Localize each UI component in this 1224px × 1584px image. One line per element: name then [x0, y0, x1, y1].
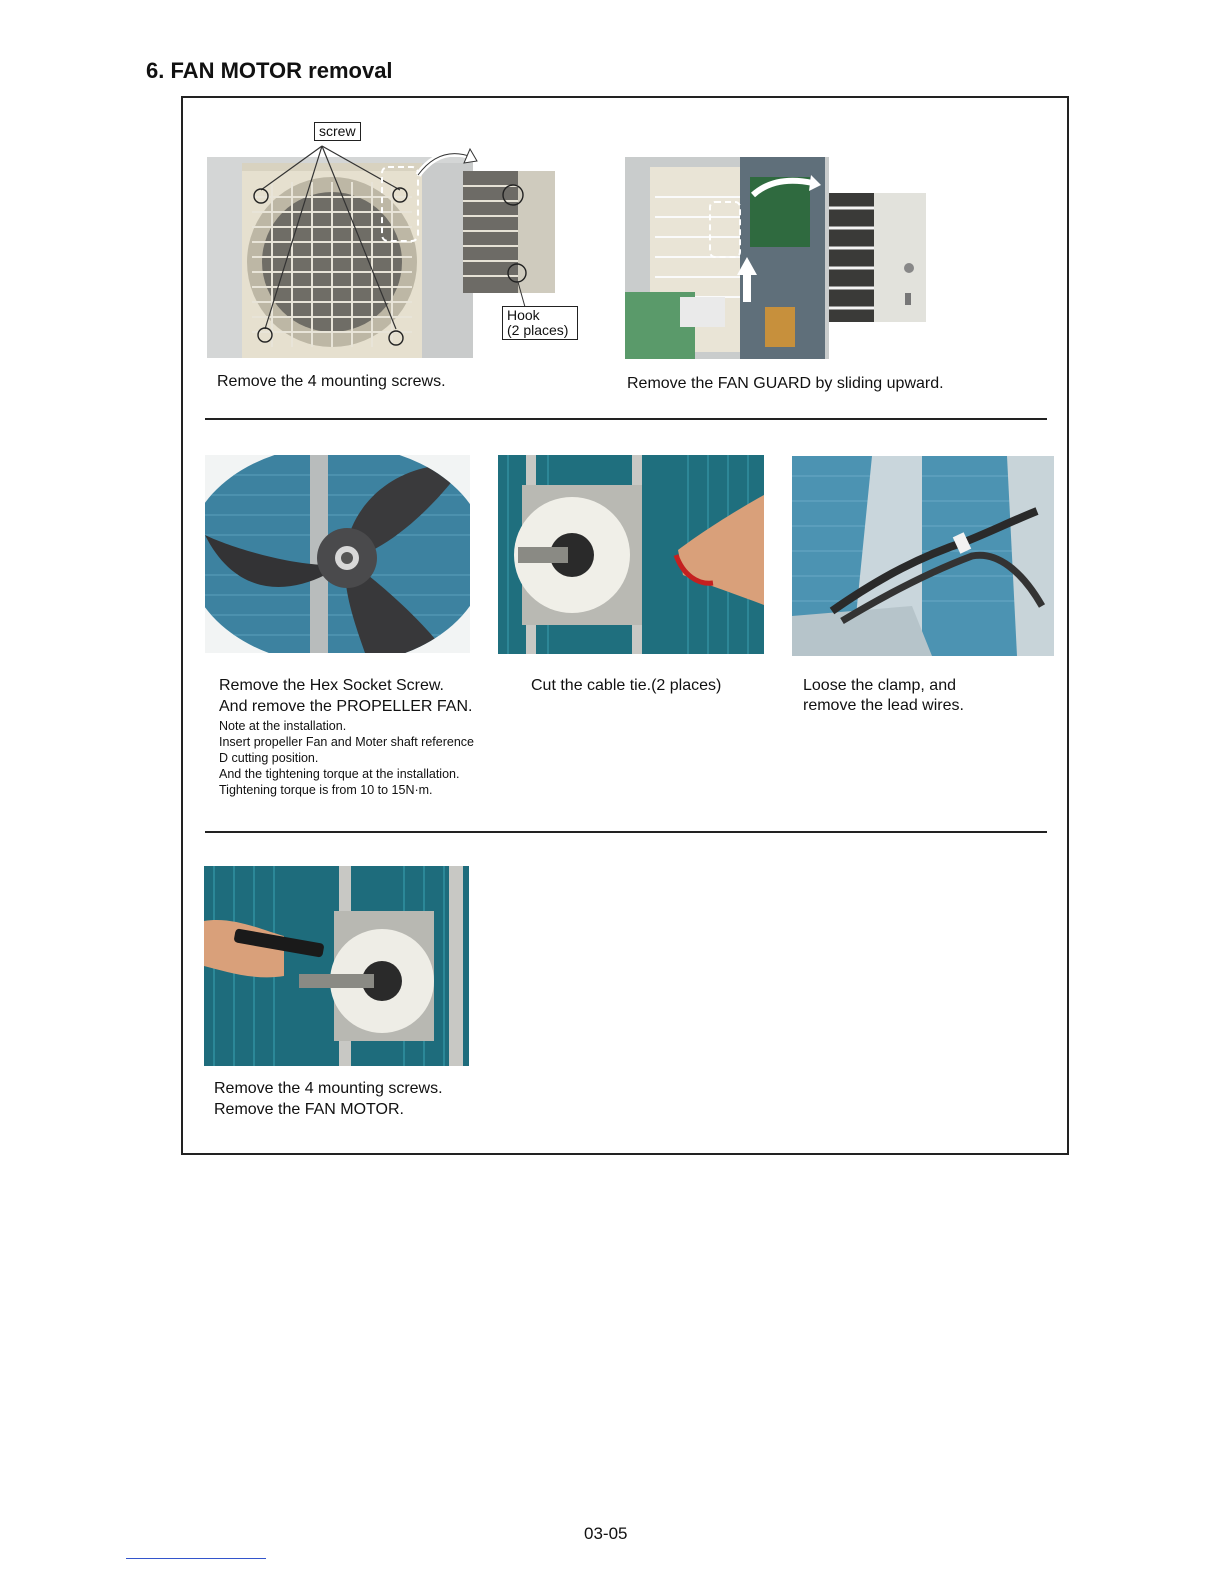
step-caption-hex-line2: And remove the PROPELLER FAN. [219, 698, 473, 715]
footer-rule [126, 1558, 266, 1559]
step-caption-motor-line1: Remove the 4 mounting screws. [214, 1080, 443, 1097]
step-caption-fan-guard: Remove the FAN GUARD by sliding upward. [627, 375, 944, 392]
photo-clamp-wires [792, 456, 1054, 656]
screw-label: screw [314, 122, 361, 141]
photo-propeller-fan [205, 455, 470, 653]
step-caption-motor-line2: Remove the FAN MOTOR. [214, 1101, 404, 1118]
photo-fan-guard [625, 157, 829, 359]
page-number: 03-05 [584, 1524, 628, 1543]
photo-fan-guard-detail [829, 193, 926, 322]
step-caption-cable-tie: Cut the cable tie.(2 places) [531, 677, 722, 694]
photo-cable-tie [498, 455, 764, 654]
photo-fan-motor [204, 866, 469, 1066]
hook-label-line2: (2 places) [507, 322, 569, 338]
divider-1 [205, 418, 1047, 420]
installation-note-line: Tightening torque is from 10 to 15N·m. [219, 783, 433, 797]
screw-callout-lines [200, 115, 490, 365]
step-caption-clamp-line2: remove the lead wires. [803, 697, 964, 714]
photo-hook-detail [463, 171, 555, 293]
installation-note-line: D cutting position. [219, 751, 319, 765]
hook-label-line1: Hook [507, 307, 540, 323]
step-caption-hex-line1: Remove the Hex Socket Screw. [219, 677, 444, 694]
installation-note-line: Note at the installation. [219, 719, 347, 733]
section-title: 6. FAN MOTOR removal [146, 58, 393, 83]
hook-label [502, 306, 578, 340]
step-caption-mounting-screws: Remove the 4 mounting screws. [217, 373, 446, 390]
installation-note-line: Insert propeller Fan and Moter shaft reference [219, 735, 474, 749]
divider-2 [205, 831, 1047, 833]
installation-note-line: And the tightening torque at the installation. [219, 767, 460, 781]
step-caption-clamp-line1: Loose the clamp, and [803, 677, 956, 694]
